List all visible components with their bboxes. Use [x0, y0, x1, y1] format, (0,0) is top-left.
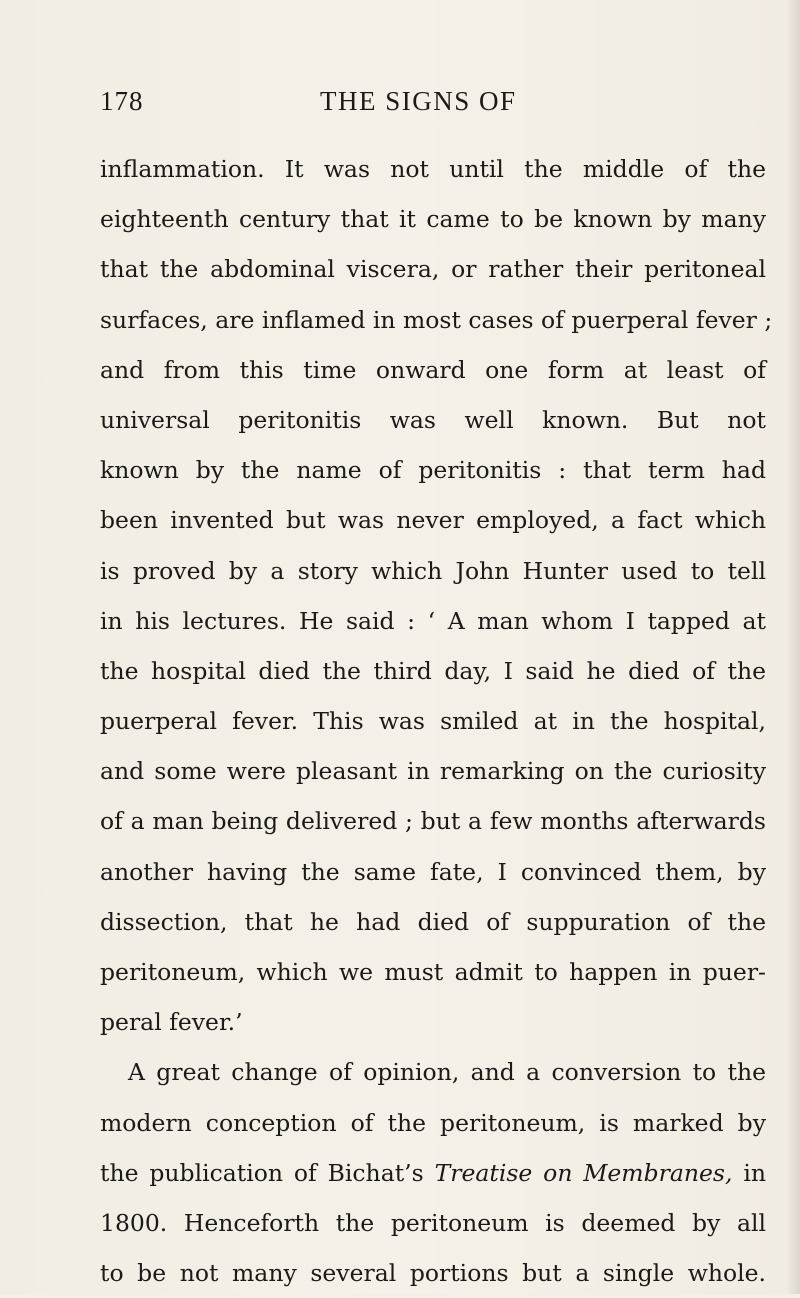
- text-segment: in: [743, 1158, 766, 1187]
- text-line-paragraph-end: peral fever.’: [100, 1008, 243, 1037]
- text-line: is proved by a story which John Hunter used to tell: [100, 556, 766, 585]
- text-line: dissection, that he had died of suppuration of the: [100, 907, 766, 936]
- text-line-paragraph-start: A great change of opinion, and a conversion to the: [128, 1058, 766, 1087]
- text-line: to be not many several portions but a single whole.: [100, 1259, 766, 1288]
- text-line: modern conception of the peritoneum, is marked by: [100, 1108, 766, 1137]
- text-line: that the abdominal viscera, or rather their peritoneal: [100, 255, 766, 284]
- text-line: been invented but was never employed, a fact which: [100, 506, 766, 535]
- running-head: [100, 86, 766, 126]
- body-text: [100, 144, 773, 1298]
- text-line: surfaces, are inflamed in most cases of puerperal fever ;: [100, 305, 773, 334]
- text-line: another having the same fate, I convinced them, by: [100, 857, 766, 886]
- text-line: and from this time onward one form at least of: [100, 355, 766, 384]
- text-line: eighteenth century that it came to be known by many: [100, 205, 766, 234]
- text-line: puerperal fever. This was smiled at in the hospital,: [100, 707, 766, 736]
- text-line: in his lectures. He said : ‘ A man whom I tapped at: [100, 606, 766, 635]
- text-line: 1800. Henceforth the peritoneum is deemed by all: [100, 1208, 766, 1237]
- text-line: of a man being delivered ; but a few months afterwards: [100, 807, 766, 836]
- text-segment: the publication of Bichat’s: [100, 1158, 424, 1187]
- text-line-with-title: [100, 1148, 766, 1198]
- page-spine-shadow: [786, 0, 800, 1294]
- page-number: 178: [100, 86, 144, 116]
- text-line: universal peritonitis was well known. But not: [100, 405, 766, 434]
- text-line: the hospital died the third day, I said he died of the: [100, 656, 766, 685]
- text-line: known by the name of peritonitis : that term had: [100, 456, 766, 485]
- text-line: inflammation. It was not until the middle of the: [100, 155, 766, 183]
- text-line: and some were pleasant in remarking on the curiosity: [100, 757, 766, 786]
- running-title: THE SIGNS OF: [320, 86, 517, 116]
- text-line: peritoneum, which we must admit to happen in puer-: [100, 958, 766, 986]
- book-title-italic: Treatise on Membranes,: [434, 1158, 733, 1187]
